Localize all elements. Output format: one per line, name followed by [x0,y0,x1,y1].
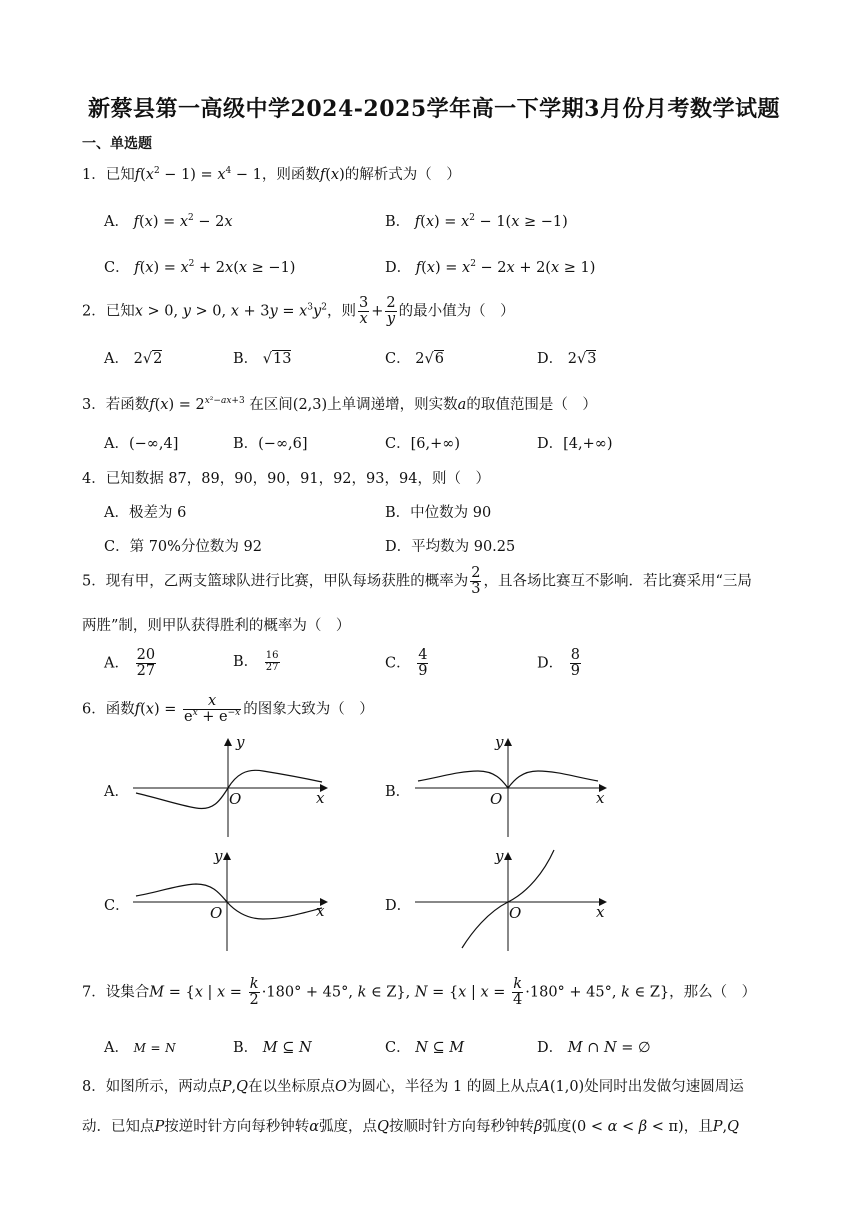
question-6-stem: 6．函数f(x) = $\frac{x}{e^x + e^{-x}}$ 的图象大致为（ ） [82,693,374,726]
question-2-stem: 2．已知x > 0, y > 0, $x + 3y = x^3y^2$，则 $\frac{3}{x}$ + $\frac{2}{y}$ 的最小值为（ ） [82,295,515,328]
page-title: 新蔡县第一高级中学2024-2025学年高一下学期3月份月考数学试题 [88,96,780,122]
question-2-option-a[interactable]: A． 2√2 [104,351,163,367]
question-1-option-b[interactable]: B． $f(x) = x^2 - 1(x \ge -1)$ [385,213,568,230]
graph-c [128,847,338,952]
graph-b [410,733,620,838]
x-axis-label: x [316,902,325,920]
question-1-stem: 1．已知$f(x^2 - 1) = x^4 - 1$，则函数f(x)的解析式为（ ） [82,166,461,183]
question-3-option-b[interactable]: B．(−∞,6] [233,436,308,452]
question-4-stem: 4．已知数据 87，89，90，90，91，92，93，94，则（ ） [82,471,490,487]
question-5-option-c[interactable]: C． $\frac{4}{9}$ [385,647,428,680]
question-2-option-c[interactable]: C． 2√6 [385,351,444,367]
graph-a [128,733,338,838]
question-3-option-d[interactable]: D．[4,+∞) [537,436,613,452]
question-7-option-d[interactable]: D． M ∩ N = ∅ [537,1040,651,1056]
origin-label: O [509,904,522,922]
question-4-option-c[interactable]: C．第 70%分位数为 92 [104,539,262,555]
question-5-stem-line1: 5．现有甲，乙两支篮球队进行比赛，甲队每场获胜的概率为 $\frac{2}{3}$ ，且各场比赛互不影响．若比赛采用“三局 [82,565,752,598]
question-4-option-a[interactable]: A．极差为 6 [104,505,187,521]
question-5-option-a[interactable]: A． $\frac{20}{27}$ [104,647,156,680]
question-7-stem: 7．设集合M = {x | x = $\frac{k}{2}$ ·180° + 45°, k ∈ Z}, N = {x | x = $\frac{k}{4}$ ·180° + 45°, k ∈ Z}，那么（ ） [82,976,757,1009]
question-4-option-d[interactable]: D．平均数为 90.25 [385,539,516,555]
question-3-option-c[interactable]: C．[6,+∞) [385,436,460,452]
origin-label: O [210,904,223,922]
y-axis-label: y [236,733,245,751]
question-6-option-a[interactable]: A． [104,784,129,800]
question-6-option-c[interactable]: C． [104,898,130,914]
question-5-option-b[interactable]: B． $\frac{16}{27}$ [233,650,279,673]
origin-label: O [229,790,242,808]
question-3-stem: 3．若函数$f(x) = 2^{x^2-ax+3}$ 在区间(2,3)上单调递增，则实数a的取值范围是（ ） [82,396,597,413]
x-axis-label: x [316,789,325,807]
question-1-option-c[interactable]: C． $f(x) = x^2 + 2x(x \ge -1)$ [104,259,296,276]
question-7-option-b[interactable]: B． M ⊆ N [233,1040,312,1056]
question-5-stem-line2: 两胜”制，则甲队获得胜利的概率为（ ） [82,618,351,634]
x-axis-label: x [596,903,605,921]
y-axis-label: y [495,733,504,751]
question-8-stem-line1: 8．如图所示，两动点P,Q在以坐标原点O为圆心，半径为 1 的圆上从点A(1,0)处同时出发做匀速圆周运 [82,1079,744,1095]
question-4-option-b[interactable]: B．中位数为 90 [385,505,492,521]
question-7-option-a[interactable]: A． M = N [104,1040,176,1056]
y-axis-label: y [495,847,504,865]
section-heading: 一、单选题 [82,136,152,152]
question-6-option-d[interactable]: D． [385,898,412,914]
x-axis-label: x [596,789,605,807]
question-5-option-d[interactable]: D． $\frac{8}{9}$ [537,647,580,680]
question-2-option-d[interactable]: D． 2√3 [537,351,597,367]
question-8-stem-line2: 动．已知点P按逆时针方向每秒钟转α弧度，点Q按顺时针方向每秒钟转β弧度(0 < α < β < π)，且P,Q [82,1119,739,1135]
question-1-option-a[interactable]: A． $f(x) = x^2 - 2x$ [104,213,233,230]
graph-d [410,847,620,952]
question-7-option-c[interactable]: C． N ⊆ M [385,1040,465,1056]
question-2-option-b[interactable]: B． √13 [233,351,292,367]
question-1-option-d[interactable]: D． $f(x) = x^2 - 2x + 2(x \ge 1)$ [385,259,596,276]
question-3-option-a[interactable]: A．(−∞,4] [104,436,179,452]
y-axis-label: y [214,847,223,865]
origin-label: O [490,790,503,808]
question-6-option-b[interactable]: B． [385,784,411,800]
